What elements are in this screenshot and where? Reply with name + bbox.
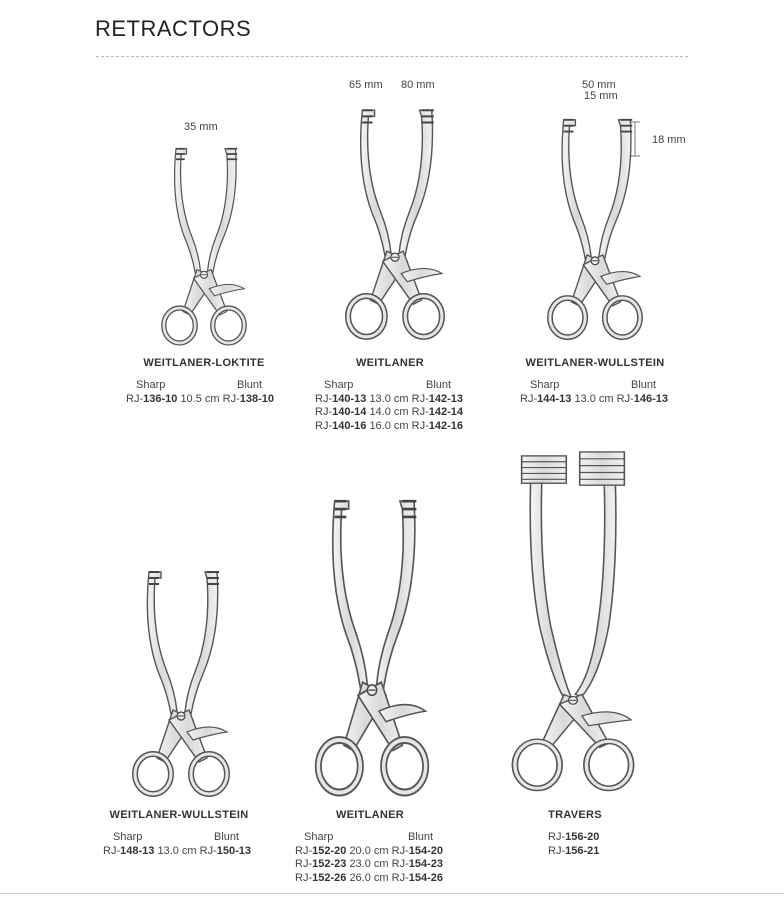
- weitlaner-wullstein-image: [116, 562, 246, 802]
- dimension-label: 18 mm: [652, 134, 686, 146]
- sharp-header: Sharp: [530, 379, 560, 391]
- product-name: TRAVERS: [548, 809, 602, 821]
- blunt-header: Blunt: [237, 379, 263, 391]
- table-row: RJ-152-20 20.0 cm RJ-154-20: [295, 845, 444, 857]
- table-row: RJ-136-10 10.5 cm RJ-138-10: [126, 393, 275, 405]
- table-row: RJ-156-20: [548, 831, 600, 843]
- sharp-header: Sharp: [113, 831, 143, 843]
- product-name: WEITLANER-LOKTITE: [143, 357, 265, 369]
- travers-image: [506, 450, 640, 802]
- table-row: RJ-140-14 14.0 cm RJ-142-14: [315, 406, 464, 418]
- sharp-header: Sharp: [304, 831, 334, 843]
- table-row: RJ-152-26 26.0 cm RJ-154-26: [295, 872, 444, 884]
- sharp-header: Sharp: [136, 379, 166, 391]
- product-name: WEITLANER: [355, 357, 425, 369]
- title-divider: [96, 56, 688, 57]
- blunt-header: Blunt: [631, 379, 657, 391]
- dimension-label: 35 mm: [184, 121, 218, 133]
- table-row: RJ-144-13 13.0 cm RJ-146-13: [520, 393, 669, 405]
- weitlaner-image: [330, 100, 460, 345]
- blunt-header: Blunt: [426, 379, 452, 391]
- bottom-rule: [0, 893, 784, 894]
- table-row: RJ-148-13 13.0 cm RJ-150-13: [103, 845, 252, 857]
- product-name: WEITLANER: [335, 809, 405, 821]
- blunt-header: Blunt: [408, 831, 434, 843]
- table-row: RJ-140-16 16.0 cm RJ-142-16: [315, 420, 464, 432]
- sharp-header: Sharp: [324, 379, 354, 391]
- blunt-header: Blunt: [214, 831, 240, 843]
- dimension-label: 15 mm: [584, 90, 618, 102]
- dimension-label: 80 mm: [401, 79, 435, 91]
- dimension-label: 65 mm: [349, 79, 383, 91]
- page-title: RETRACTORS: [95, 16, 252, 41]
- table-row: RJ-156-21: [548, 845, 600, 857]
- product-name: WEITLANER-WULLSTEIN: [109, 809, 249, 821]
- weitlaner-large-image: [302, 488, 442, 803]
- table-row: RJ-140-13 13.0 cm RJ-142-13: [315, 393, 464, 405]
- weitlaner-loktite-image: [144, 140, 264, 350]
- table-row: RJ-152-23 23.0 cm RJ-154-23: [295, 858, 444, 870]
- dimension-label: 50 mm: [582, 79, 616, 91]
- weitlaner-wullstein-image: [530, 110, 660, 345]
- product-name: WEITLANER-WULLSTEIN: [525, 357, 665, 369]
